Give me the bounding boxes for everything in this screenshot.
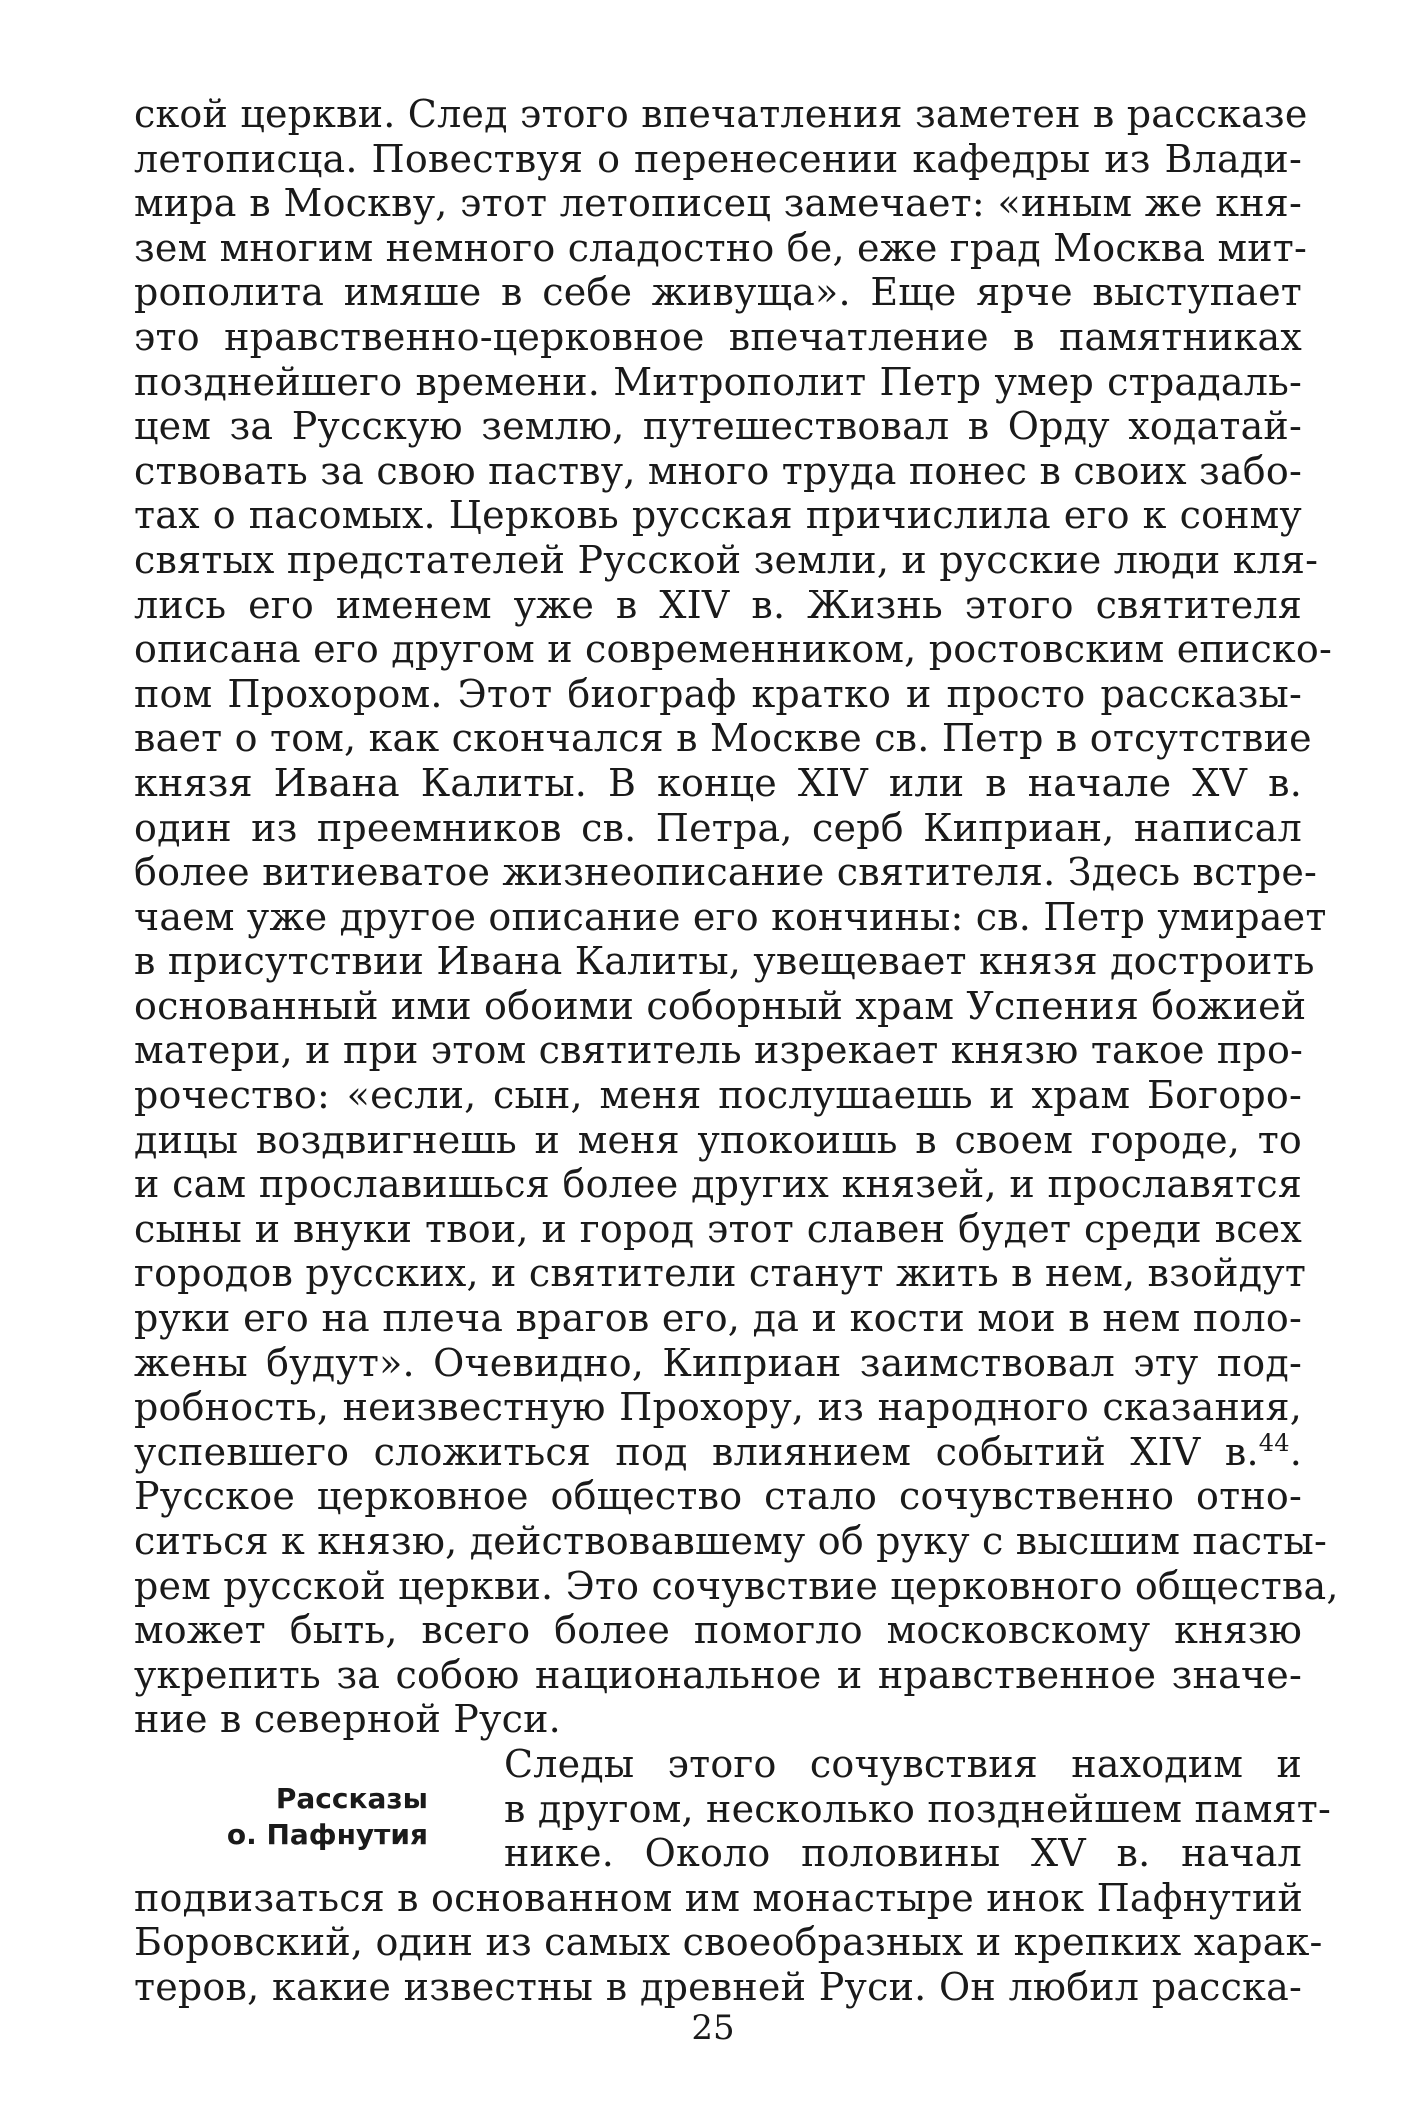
text-line: укрепить за собою национальное и нравственное значе- — [134, 1652, 1302, 1697]
text-line: рем русской церкви. Это сочувствие церковного общества, — [134, 1563, 1339, 1608]
text-line: робность, неизвестную Прохору, из народного сказания, — [134, 1385, 1302, 1430]
text-line-indented: нике. Около половины XV в. начал — [504, 1831, 1302, 1876]
text-line: более витиеватое жизнеописание святителя. Здесь встре- — [134, 850, 1318, 895]
text-body — [134, 92, 1339, 2010]
text-line: чаем уже другое описание его кончины: св. Петр умирает — [134, 894, 1327, 939]
text-line: ствовать за свою паству, много труда понес в своих забо- — [134, 448, 1302, 493]
text-line: позднейшего времени. Митрополит Петр умер страдаль- — [134, 359, 1302, 404]
text-line: матери, и при этом святитель изрекает князю такое про- — [134, 1028, 1304, 1073]
text-line-indented: Следы этого сочувствия находим и — [504, 1741, 1302, 1786]
text-line: пом Прохором. Этот биограф кратко и просто рассказы- — [134, 671, 1302, 716]
text-line: дицы воздвигнешь и меня упокоишь в своем городе, то — [134, 1117, 1302, 1162]
text-line: и сам прославишься более других князей, и прославятся — [134, 1162, 1302, 1207]
text-line: городов русских, и святители станут жить в нем, взойдут — [134, 1251, 1307, 1296]
text-line: рочество: «если, сын, меня послушаешь и храм Богоро- — [134, 1073, 1302, 1118]
text-line: сыны и внуки твои, и город этот славен будет среди всех — [134, 1206, 1302, 1251]
marginal-heading — [98, 1781, 428, 1853]
text-line-paragraph-end: ние в северной Руси. — [134, 1697, 561, 1742]
text-line: ситься к князю, действовавшему об руку с высшим пасты- — [134, 1519, 1327, 1563]
text-line: лись его именем уже в XIV в. Жизнь этого святителя — [134, 582, 1302, 627]
text-line: князя Ивана Калиты. В конце XIV или в начале XV в. — [134, 760, 1302, 805]
text-line: мира в Москву, этот летописец замечает: «иным же кня- — [134, 181, 1302, 226]
text-line: зем многим немного сладостно бе, еже град Москва мит- — [134, 225, 1308, 270]
text-line-punctuation: . — [1289, 1429, 1302, 1474]
marginal-heading-line: о. Пафнутия — [226, 1818, 428, 1851]
text-line: подвизаться в основанном им монастыре инок Пафнутий — [134, 1875, 1304, 1920]
text-line-indented: в другом, несколько позднейшем памят- — [504, 1786, 1332, 1831]
text-line: тах о пасомых. Церковь русская причислила его к сонму — [134, 493, 1302, 538]
text-line: летописца. Повествуя о перенесении кафедры из Влади- — [134, 136, 1302, 181]
text-line: Боровский, один из самых своеобразных и крепких харак- — [134, 1920, 1323, 1965]
text-line: один из преемников св. Петра, серб Киприан, написал — [134, 805, 1302, 850]
text-line: жены будут». Очевидно, Киприан заимствовал эту под- — [134, 1340, 1302, 1385]
text-line-content: успевшего сложиться под влиянием событий XIV в. — [134, 1429, 1259, 1474]
text-line: святых предстателей Русской земли, и русские люди кля- — [134, 537, 1319, 582]
text-line: теров, какие известны в древней Руси. Он любил расска- — [134, 1964, 1302, 2009]
marginal-heading-line: Рассказы — [275, 1782, 428, 1815]
text-line-with-footnote — [134, 1430, 1302, 1475]
text-line: основанный ими обоими соборный храм Успения божией — [134, 983, 1307, 1028]
text-line: руки его на плеча врагов его, да и кости мои в нем поло- — [134, 1296, 1302, 1341]
text-line: цем за Русскую землю, путешествовал в Орду ходатай- — [134, 404, 1302, 449]
text-line: это нравственно-церковное впечатление в памятниках — [134, 314, 1302, 359]
text-line: рополита имяше в себе живуща». Еще ярче выступает — [134, 270, 1302, 315]
text-line: вает о том, как скончался в Москве св. Петр в отсутствие — [134, 716, 1312, 761]
text-line: описана его другом и современником, ростовским еписко- — [134, 627, 1333, 672]
text-line: в присутствии Ивана Калиты, увещевает князя достроить — [134, 939, 1315, 984]
text-line: Русское церковное общество стало сочувственно отно- — [134, 1474, 1302, 1519]
page-number: 25 — [691, 2008, 735, 2048]
text-line: ской церкви. След этого впечатления заметен в рассказе — [134, 92, 1308, 136]
footnote-marker: 44 — [1258, 1428, 1290, 1457]
text-line: может быть, всего более помогло московскому князю — [134, 1608, 1302, 1653]
